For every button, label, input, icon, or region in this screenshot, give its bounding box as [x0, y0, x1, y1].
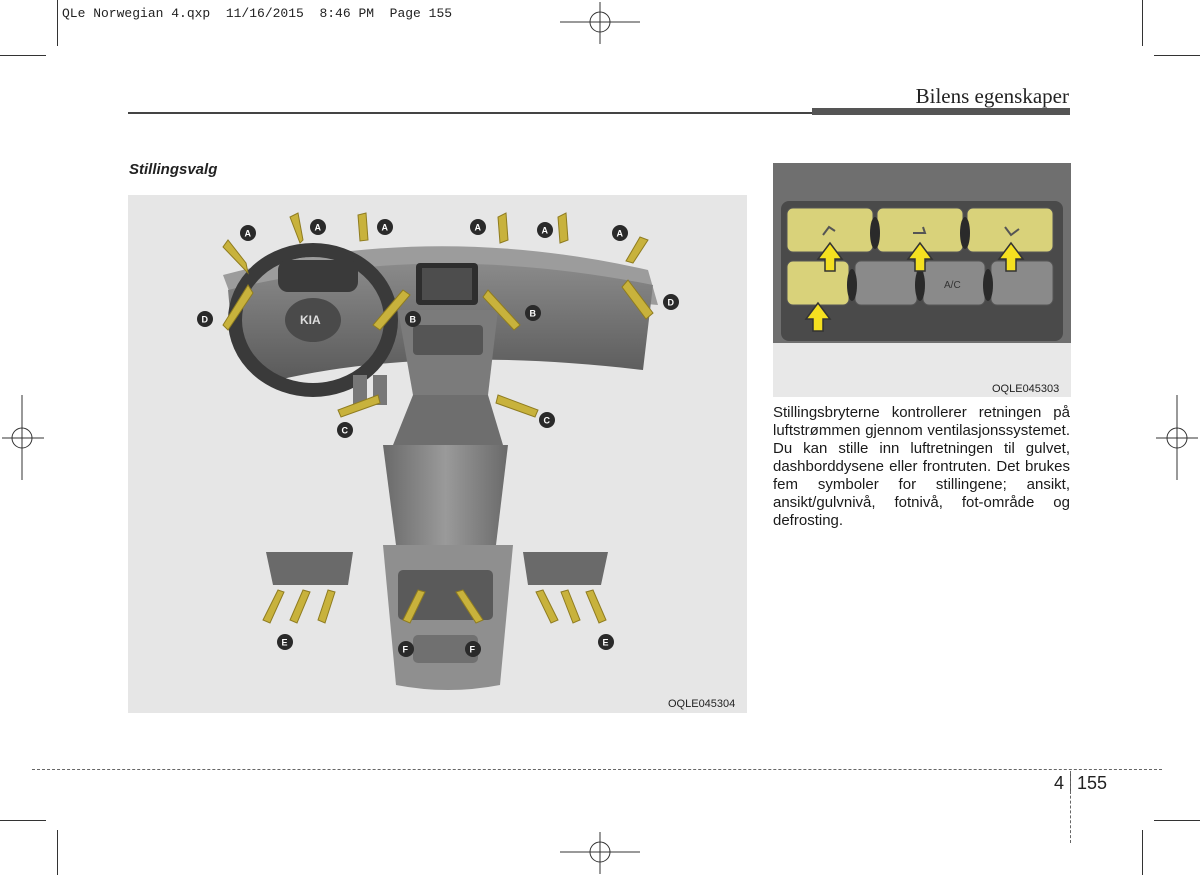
- label-b: B: [529, 308, 536, 319]
- label-d: D: [201, 314, 208, 325]
- page-number: [1054, 772, 1107, 794]
- chapter-number: 4: [1054, 772, 1065, 793]
- page-number-value: 155: [1077, 772, 1108, 793]
- label-e: E: [602, 637, 609, 648]
- section-title: Stillingsvalg: [129, 161, 218, 178]
- label-a: A: [381, 222, 388, 233]
- label-d: D: [667, 297, 674, 308]
- label-c: C: [341, 425, 348, 436]
- label-a: A: [474, 222, 481, 233]
- header-rule: [128, 112, 818, 114]
- footer-vertical-rule: [1070, 771, 1071, 843]
- main-illustration-code: OQLE045304: [668, 698, 736, 710]
- footer-divider: [32, 769, 1162, 770]
- print-info: QLe Norwegian 4.qxp 11/16/2015 8:46 PM Page 155: [62, 6, 453, 21]
- panel-illustration-code: OQLE045303: [992, 383, 1060, 395]
- label-a: A: [244, 228, 251, 239]
- body-paragraph: Stillingsbryterne kontrollerer retningen på luftstrømmen gjennom ventilasjonssystemet. Du kan stille inn luftretningen til gulvet, dashborddysene eller frontruten. Det brukes fem symboler for stillingene; ansikt, ansikt/gulvnivå, fotnivå, fot-område og defrosting.: [773, 404, 1070, 529]
- label-f: F: [469, 644, 475, 655]
- label-c: C: [543, 415, 550, 426]
- svg-text:KIA: KIA: [300, 313, 321, 327]
- label-a: A: [314, 222, 321, 233]
- ac-button-label: A/C: [944, 280, 961, 291]
- header-rule-accent: [812, 108, 1070, 115]
- label-e: E: [281, 637, 288, 648]
- label-a: A: [541, 225, 548, 236]
- header-title: Bilens egenskaper: [915, 84, 1069, 108]
- label-a: A: [616, 228, 623, 239]
- mode-buttons-illustration: [773, 163, 1071, 397]
- label-b: B: [409, 314, 416, 325]
- dashboard-vent-illustration: [128, 195, 747, 713]
- label-f: F: [402, 644, 408, 655]
